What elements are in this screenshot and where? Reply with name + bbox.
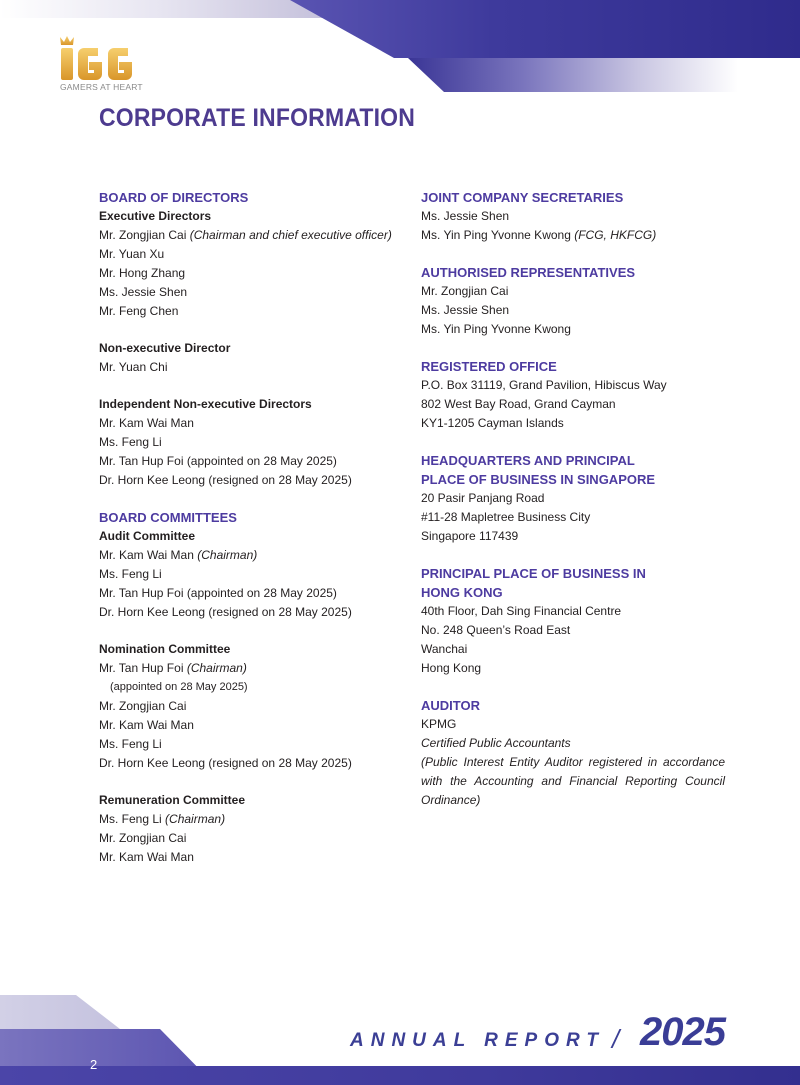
secretary-kwong xyxy=(421,226,725,245)
list-item: Hong Kong xyxy=(421,661,482,675)
list-item: Singapore 117439 xyxy=(421,529,519,543)
list-item: Mr. Hong Zhang xyxy=(99,266,186,280)
list-item: Mr. Zongjian Cai xyxy=(99,831,187,845)
page-title: CORPORATE INFORMATION xyxy=(99,104,416,132)
executive-directors-heading: Executive Directors xyxy=(99,209,212,223)
executive-chair-name: Mr. Zongjian Cai xyxy=(99,228,187,242)
footer-bar xyxy=(0,1066,800,1085)
list-item: Mr. Kam Wai Man xyxy=(99,718,194,732)
list-item: Mr. Kam Wai Man xyxy=(99,850,194,864)
headquarters-heading-1: HEADQUARTERS AND PRINCIPAL xyxy=(421,453,635,468)
list-item: Mr. Tan Hup Foi (appointed on 28 May 2025) xyxy=(99,586,337,600)
nomination-committee-heading: Nomination Committee xyxy=(99,642,231,656)
nomination-chair xyxy=(99,659,409,678)
list-item: No. 248 Queen’s Road East xyxy=(421,623,571,637)
page-number: 2 xyxy=(90,1057,98,1072)
audit-chair xyxy=(99,546,409,565)
representatives-heading: AUTHORISED REPRESENTATIVES xyxy=(421,265,636,280)
report-slash: / xyxy=(612,1024,620,1054)
independent-directors-heading: Independent Non-executive Directors xyxy=(99,397,312,411)
board-committees-heading: BOARD COMMITTEES xyxy=(99,510,237,525)
list-item: #11-28 Mapletree Business City xyxy=(421,510,591,524)
list-item: 20 Pasir Panjang Road xyxy=(421,491,545,505)
list-item: P.O. Box 31119, Grand Pavilion, Hibiscus Way xyxy=(421,378,667,392)
executive-chair-role: (Chairman and chief executive officer) xyxy=(189,228,392,242)
list-item: Wanchai xyxy=(421,642,468,656)
hong-kong-heading-1: PRINCIPAL PLACE OF BUSINESS IN xyxy=(421,566,646,581)
list-item: Ms. Feng Li xyxy=(99,567,162,581)
list-item: Ms. Yin Ping Yvonne Kwong xyxy=(421,322,571,336)
audit-chair-role: (Chairman) xyxy=(197,548,258,562)
registered-office-heading: REGISTERED OFFICE xyxy=(421,359,557,374)
list-item: 802 West Bay Road, Grand Cayman xyxy=(421,397,616,411)
remuneration-chair-name: Ms. Feng Li xyxy=(99,812,162,826)
audit-committee-heading: Audit Committee xyxy=(99,529,195,543)
auditor-note: (Public Interest Entity Auditor registered in accordance with the Accounting and Financial Reporting Council Ordinance) xyxy=(421,755,725,807)
list-item: Mr. Kam Wai Man xyxy=(99,416,194,430)
header-dark-band xyxy=(290,0,800,58)
list-item: 40th Floor, Dah Sing Financial Centre xyxy=(421,604,622,618)
right-column xyxy=(421,188,725,810)
executive-chair xyxy=(99,226,409,245)
header-lower-band xyxy=(408,58,738,92)
auditor-type: Certified Public Accountants xyxy=(421,736,571,750)
nomination-chair-name: Mr. Tan Hup Foi xyxy=(99,661,184,675)
list-item: Ms. Jessie Shen xyxy=(421,209,510,223)
secretary-name: Ms. Yin Ping Yvonne Kwong xyxy=(421,228,571,242)
board-of-directors-heading: BOARD OF DIRECTORS xyxy=(99,190,249,205)
list-item: Mr. Yuan Chi xyxy=(99,360,168,374)
remuneration-chair xyxy=(99,810,409,829)
non-executive-heading: Non-executive Director xyxy=(99,341,231,355)
nomination-chair-note: (appointed on 28 May 2025) xyxy=(110,681,248,693)
secretary-credentials: (FCG, HKFCG) xyxy=(574,228,657,242)
remuneration-committee-heading: Remuneration Committee xyxy=(99,793,246,807)
list-item: Mr. Zongjian Cai xyxy=(99,699,187,713)
igg-logo-mark xyxy=(58,34,150,84)
logo-tagline: GAMERS AT HEART xyxy=(60,82,143,92)
list-item: Ms. Jessie Shen xyxy=(421,303,510,317)
remuneration-chair-role: (Chairman) xyxy=(165,812,226,826)
list-item: Dr. Horn Kee Leong (resigned on 28 May 2025) xyxy=(99,605,352,619)
list-item: Mr. Tan Hup Foi (appointed on 28 May 2025) xyxy=(99,454,337,468)
annual-report-label: ANNUAL REPORT xyxy=(350,1030,605,1051)
list-item: Mr. Yuan Xu xyxy=(99,247,165,261)
hong-kong-heading-2: HONG KONG xyxy=(421,585,503,600)
list-item: KY1-1205 Cayman Islands xyxy=(421,416,564,430)
audit-chair-name: Mr. Kam Wai Man xyxy=(99,548,194,562)
secretaries-heading: JOINT COMPANY SECRETARIES xyxy=(421,190,624,205)
report-year: 2025 xyxy=(640,1010,725,1054)
list-item: Ms. Feng Li xyxy=(99,435,162,449)
list-item: Mr. Zongjian Cai xyxy=(421,284,509,298)
auditor-heading: AUDITOR xyxy=(421,698,480,713)
headquarters-heading-2: PLACE OF BUSINESS IN SINGAPORE xyxy=(421,472,656,487)
auditor-name: KPMG xyxy=(421,717,457,731)
company-logo xyxy=(58,34,158,94)
list-item: Mr. Feng Chen xyxy=(99,304,179,318)
list-item: Dr. Horn Kee Leong (resigned on 28 May 2025) xyxy=(99,473,352,487)
left-column xyxy=(99,188,409,867)
list-item: Ms. Jessie Shen xyxy=(99,285,188,299)
list-item: Dr. Horn Kee Leong (resigned on 28 May 2025) xyxy=(99,756,352,770)
nomination-chair-role: (Chairman) xyxy=(186,661,247,675)
list-item: Ms. Feng Li xyxy=(99,737,162,751)
